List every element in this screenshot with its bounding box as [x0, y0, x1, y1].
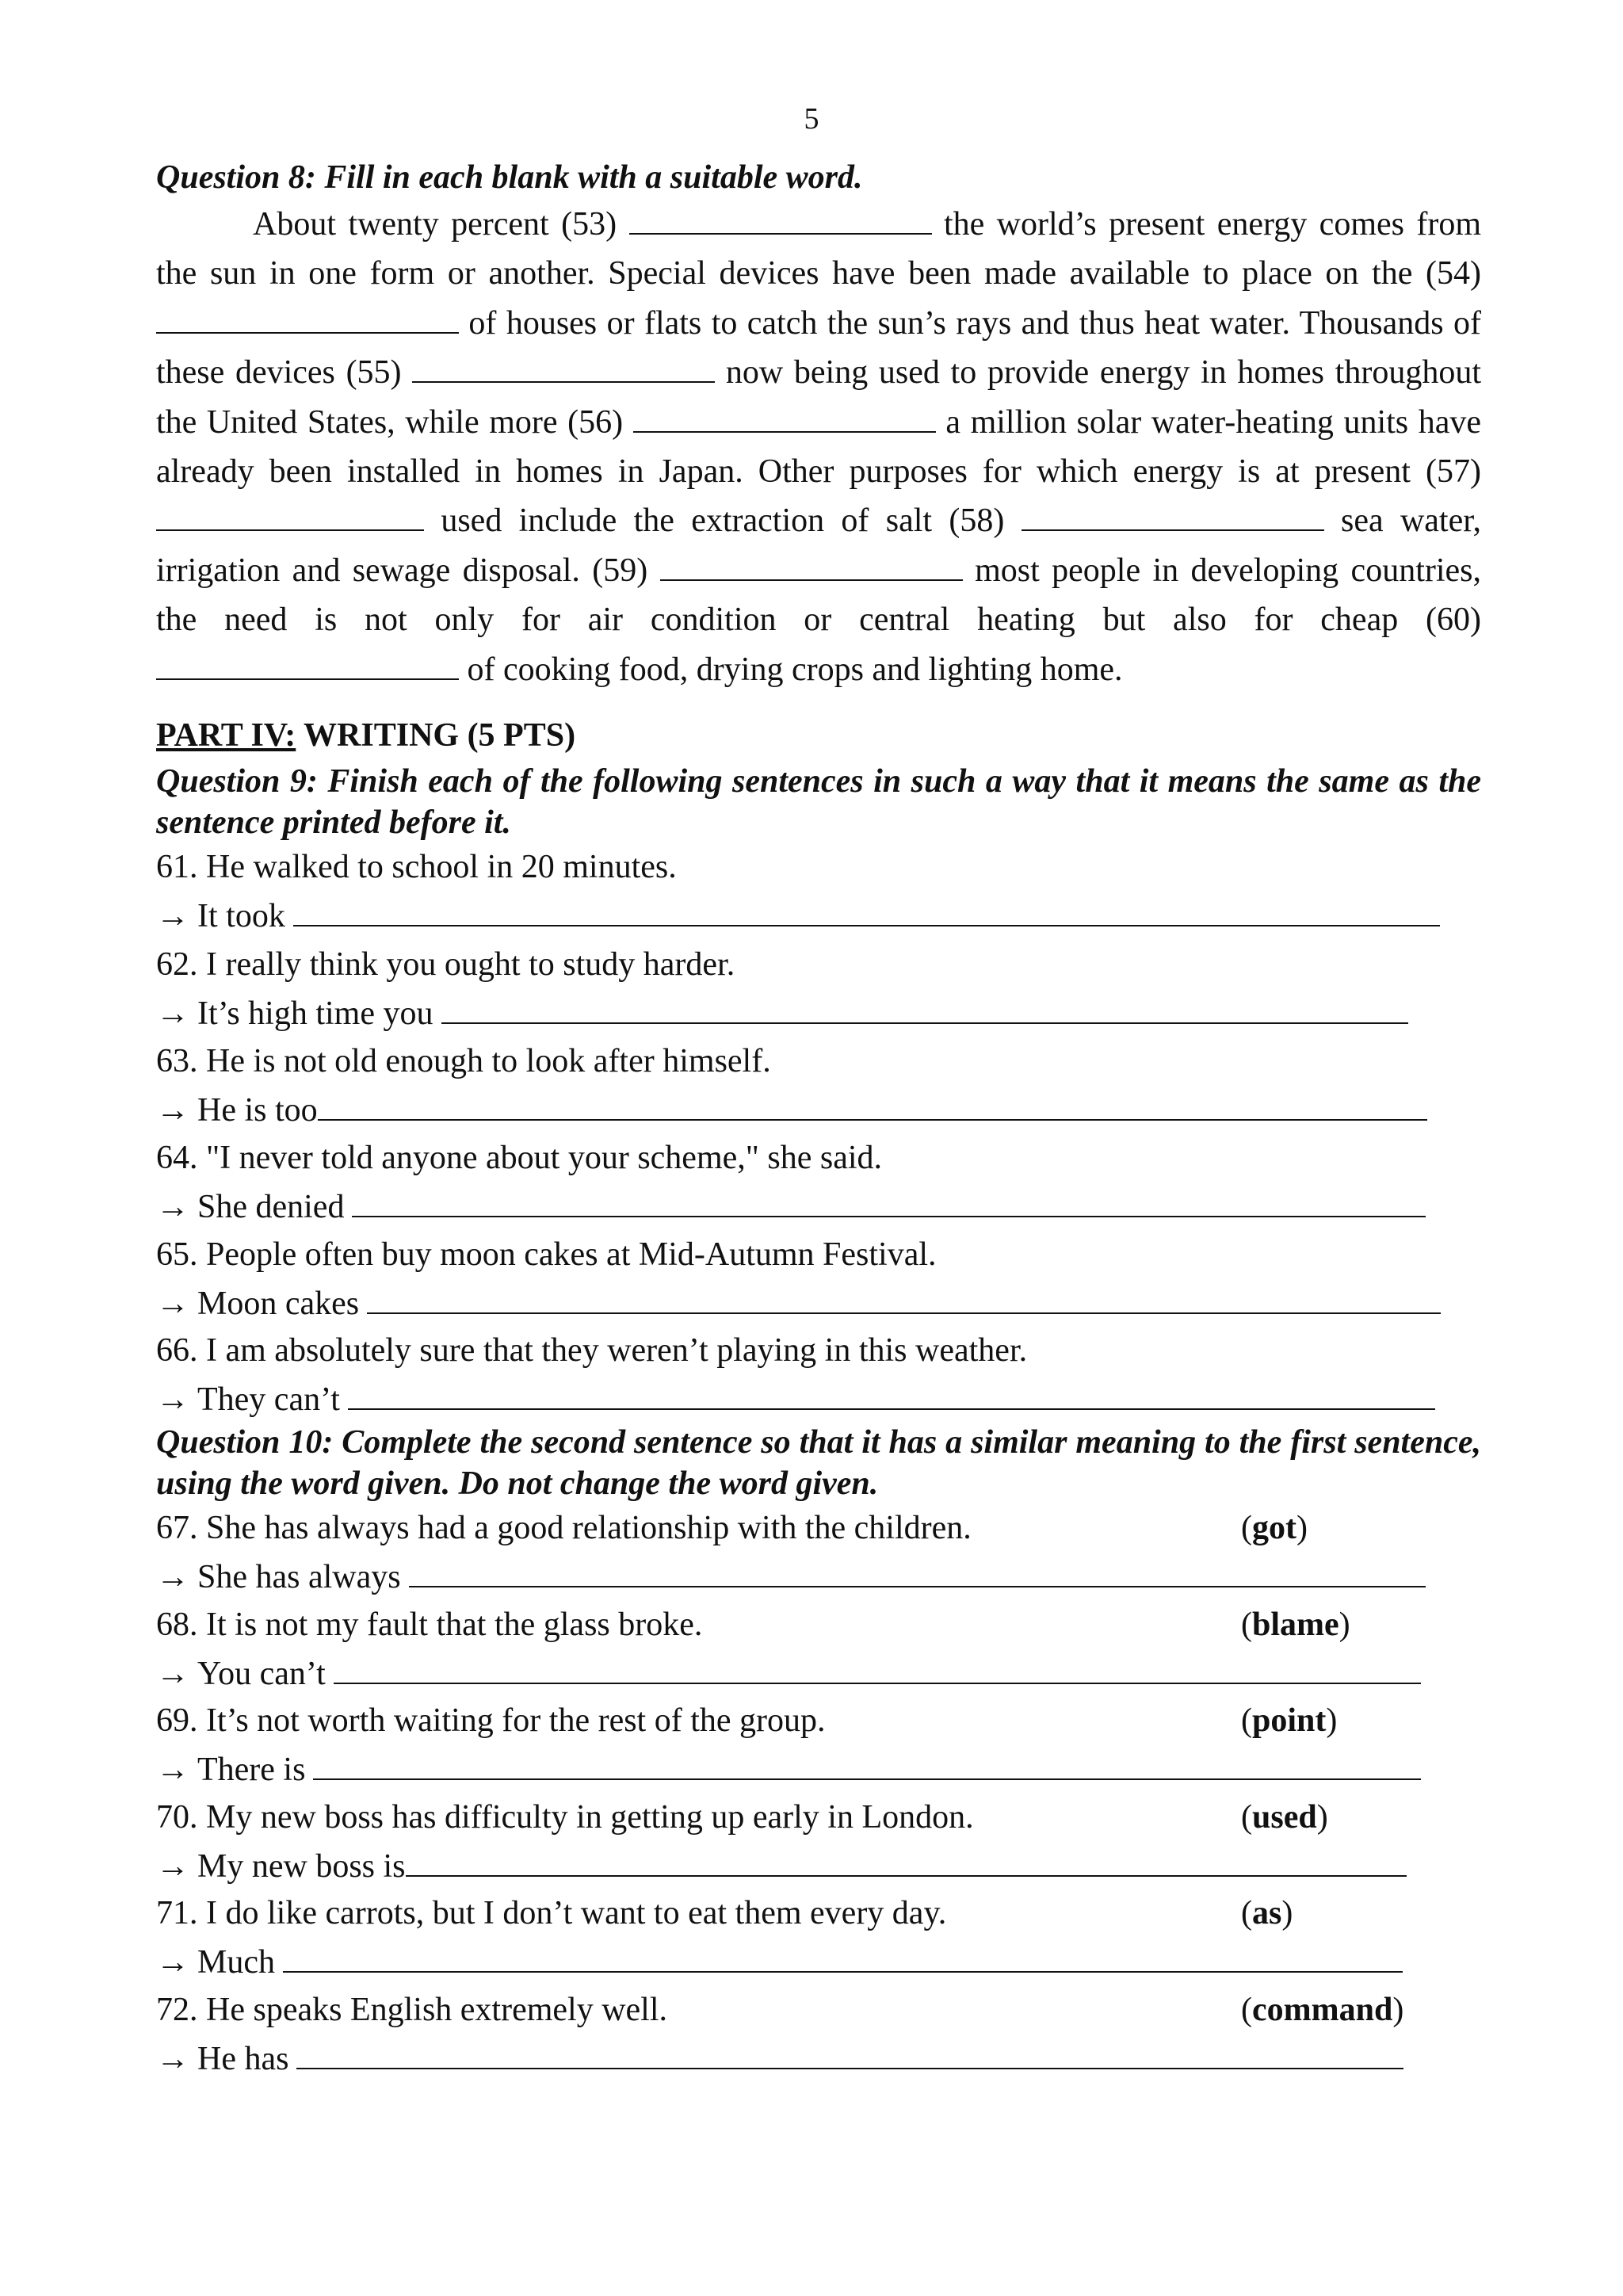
- page-number: 5: [804, 102, 819, 136]
- passage-text: most people in developing countries, the need is not only for air condition or central heating but also for cheap (60): [156, 552, 1482, 639]
- keyword-69: (point): [1241, 1702, 1338, 1739]
- question-66-answer-row: [156, 1379, 1435, 1420]
- blank-59[interactable]: [660, 552, 963, 581]
- question-67-answer-row: [156, 1557, 1426, 1598]
- arrow-icon: →: [156, 1848, 189, 1885]
- answer-line-70[interactable]: [406, 1847, 1407, 1877]
- question-70-sentence: 70. My new boss has difficulty in getting up early in London.: [156, 1799, 974, 1836]
- part-4-heading: [156, 715, 575, 756]
- question-61-sentence: 61. He walked to school in 20 minutes.: [156, 849, 677, 885]
- blank-60[interactable]: [156, 651, 459, 680]
- blank-58[interactable]: [1022, 502, 1324, 531]
- arrow-icon: →: [156, 1944, 189, 1981]
- part-4-title: WRITING (5 PTS): [296, 717, 576, 754]
- arrow-icon: →: [156, 995, 189, 1032]
- question-62-answer-row: [156, 993, 1408, 1034]
- question-72-sentence: 72. He speaks English extremely well.: [156, 1992, 668, 2028]
- answer-line-71[interactable]: [283, 1943, 1403, 1973]
- question-10-heading: Question 10: Complete the second sentence so that it has a similar meaning to the first sentence, using the word given. Do not change the word given.: [156, 1424, 1481, 1502]
- passage-text: of cooking food, drying crops and lighting home.: [467, 651, 1123, 688]
- question-62-sentence: 62. I really think you ought to study harder.: [156, 946, 735, 983]
- question-69-answer-row: [156, 1749, 1421, 1790]
- answer-line-67[interactable]: [409, 1557, 1426, 1587]
- blank-54[interactable]: [156, 305, 459, 334]
- keyword-text: got: [1252, 1510, 1296, 1546]
- question-66-sentence: 66. I am absolutely sure that they weren’t playing in this weather.: [156, 1332, 1028, 1369]
- answer-lead: He has: [197, 2041, 289, 2077]
- answer-lead: He is too: [197, 1092, 318, 1129]
- part-4-label: PART IV:: [156, 717, 296, 754]
- question-71-answer-row: [156, 1942, 1403, 1983]
- answer-lead: She denied: [197, 1189, 345, 1225]
- keyword-71: (as): [1241, 1895, 1293, 1931]
- blank-53[interactable]: [629, 206, 932, 235]
- answer-lead: My new boss is: [197, 1848, 406, 1885]
- keyword-70: (used): [1241, 1799, 1328, 1836]
- question-64-answer-row: [156, 1186, 1426, 1228]
- question-71-sentence: 71. I do like carrots, but I don’t want to eat them every day.: [156, 1895, 947, 1931]
- arrow-icon: →: [156, 1189, 189, 1225]
- keyword-text: used: [1252, 1799, 1317, 1836]
- answer-lead: It took: [197, 898, 285, 934]
- answer-line-61[interactable]: [293, 896, 1440, 926]
- question-8-passage: [156, 200, 1481, 694]
- keyword-text: as: [1252, 1895, 1282, 1931]
- answer-lead: They can’t: [197, 1381, 340, 1418]
- blank-56[interactable]: [633, 404, 936, 433]
- answer-line-72[interactable]: [296, 2039, 1403, 2069]
- answer-lead: You can’t: [197, 1656, 326, 1692]
- arrow-icon: →: [156, 1656, 189, 1692]
- passage-text: About twenty percent (53): [253, 206, 617, 243]
- answer-line-65[interactable]: [367, 1284, 1441, 1314]
- question-70-answer-row: [156, 1846, 1407, 1887]
- question-72-answer-row: [156, 2038, 1403, 2080]
- passage-text: now being used to provide energy in homes throughout the United States, while more (56): [156, 354, 1481, 441]
- arrow-icon: →: [156, 2041, 189, 2077]
- question-65-sentence: 65. People often buy moon cakes at Mid-Autumn Festival.: [156, 1236, 937, 1273]
- answer-line-68[interactable]: [334, 1654, 1421, 1684]
- blank-55[interactable]: [412, 354, 715, 383]
- answer-line-64[interactable]: [352, 1187, 1426, 1217]
- keyword-text: blame: [1252, 1606, 1339, 1643]
- keyword-68: (blame): [1241, 1606, 1350, 1643]
- question-8-heading: Question 8: Fill in each blank with a suitable word.: [156, 159, 863, 196]
- passage-text: used include the extraction of salt (58): [441, 502, 1005, 540]
- question-69-sentence: 69. It’s not worth waiting for the rest of the group.: [156, 1702, 826, 1739]
- question-9-heading: Question 9: Finish each of the following sentences in such a way that it means the same as the sentence printed before it.: [156, 763, 1481, 841]
- question-61-answer-row: [156, 896, 1440, 937]
- passage-text: sea water, irrigation and sewage disposal. (59): [156, 502, 1482, 589]
- answer-line-66[interactable]: [348, 1380, 1435, 1410]
- keyword-text: command: [1252, 1992, 1393, 2028]
- question-63-sentence: 63. He is not old enough to look after himself.: [156, 1043, 771, 1079]
- blank-57[interactable]: [156, 502, 424, 531]
- answer-line-62[interactable]: [441, 994, 1408, 1024]
- question-65-answer-row: [156, 1283, 1441, 1324]
- arrow-icon: →: [156, 1752, 189, 1788]
- arrow-icon: →: [156, 1286, 189, 1322]
- question-68-answer-row: [156, 1653, 1421, 1694]
- passage-text: of houses or flats to catch the sun’s rays and thus heat water. Thousands of these devices (55): [156, 304, 1482, 392]
- arrow-icon: →: [156, 1381, 189, 1418]
- arrow-icon: →: [156, 1092, 189, 1129]
- answer-lead: Much: [197, 1944, 275, 1981]
- arrow-icon: →: [156, 1559, 189, 1595]
- keyword-72: (command): [1241, 1992, 1404, 2028]
- answer-lead: She has always: [197, 1559, 401, 1595]
- keyword-text: point: [1252, 1702, 1327, 1739]
- answer-lead: It’s high time you: [197, 995, 433, 1032]
- answer-line-69[interactable]: [313, 1750, 1421, 1780]
- question-67-sentence: 67. She has always had a good relationship with the children.: [156, 1510, 972, 1546]
- passage-text: the world’s present energy comes from the sun in one form or another. Special devices have been made available to place on the (54): [156, 206, 1482, 292]
- answer-lead: Moon cakes: [197, 1286, 360, 1322]
- answer-line-63[interactable]: [318, 1091, 1427, 1121]
- keyword-67: (got): [1241, 1510, 1308, 1546]
- question-63-answer-row: [156, 1090, 1427, 1131]
- arrow-icon: →: [156, 898, 189, 934]
- question-68-sentence: 68. It is not my fault that the glass broke.: [156, 1606, 703, 1643]
- question-64-sentence: 64. "I never told anyone about your scheme," she said.: [156, 1140, 883, 1176]
- passage-text: a million solar water-heating units have already been installed in homes in Japan. Other purposes for which energy is at present (57): [156, 403, 1482, 491]
- answer-lead: There is: [197, 1752, 306, 1788]
